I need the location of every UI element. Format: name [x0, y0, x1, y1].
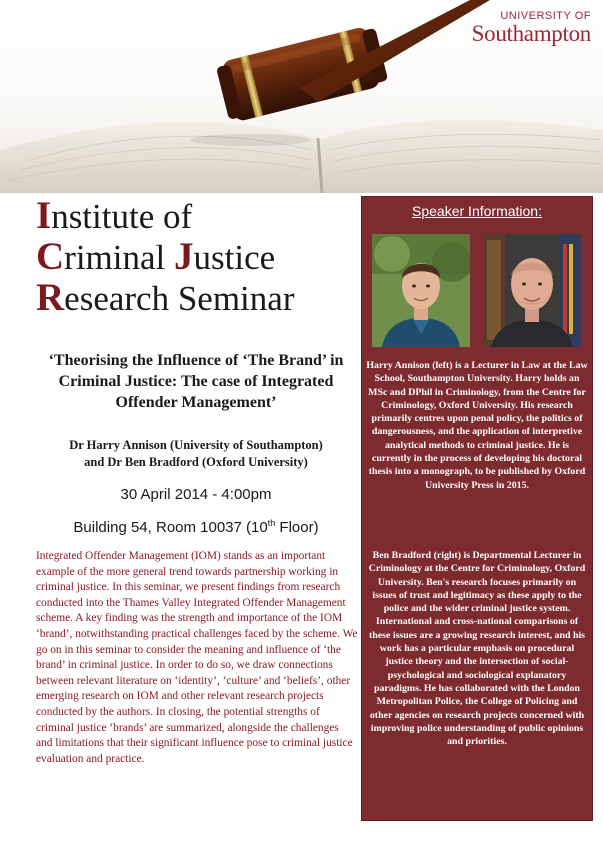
- logo-southampton: Southampton: [471, 21, 591, 46]
- abstract: Integrated Offender Management (IOM) stands as an important example of the more general trend towards partnership working in criminal justice. In this seminar, we present findings from research conducted into the Thames Valley Integrated Offender Management scheme. A key finding was the strength and importance of the IOM ‘brand’, notwithstanding practical challenges faced by the scheme. We go on in this seminar to consider the meaning and influence of ‘the brand’ in criminal justice. In order to do so, we draw connections between relevant literature on ‘identity’, ‘culture’ and ‘beliefs’, other emerging research on IOM and other relevant research projects conducted by the authors. In closing, the potential strengths of criminal justice ‘brands’ are summarized, alongside the challenges and limitations that their significant influence pose to criminal justice evaluation and practice.: [36, 550, 358, 765]
- venue-main: Building 54, Room 10037 (10: [73, 519, 268, 536]
- university-logo: [472, 10, 591, 46]
- title-line2-mid: riminal: [64, 238, 175, 277]
- speakers-line: [36, 437, 356, 471]
- bio-harry-name: Harry Annison: [366, 360, 430, 371]
- title-cap-c: C: [36, 235, 65, 278]
- speaker-photo-harry: [372, 234, 470, 347]
- venue-end: Floor): [275, 519, 319, 536]
- event-date: 30 April 2014 - 4:00pm: [120, 486, 272, 503]
- seminar-title: ‘Theorising the Influence of ‘The Brand’ in Criminal Justice: The case of Integrated Offender Management’: [48, 352, 344, 411]
- title-cap-j: J: [174, 235, 194, 278]
- speaker-bio-ben: [366, 549, 588, 748]
- header-banner: [0, 0, 603, 193]
- venue-sup: th: [267, 518, 276, 528]
- title-cap-r: R: [36, 276, 65, 319]
- logo-university-of: UNIVERSITY OF: [500, 10, 591, 22]
- title-line3-rest: esearch Seminar: [64, 279, 295, 318]
- bio-ben-name: Ben Bradford: [372, 550, 432, 561]
- speaker-info-panel: [361, 196, 593, 821]
- event-title: [36, 196, 356, 319]
- title-line2-rest: ustice: [193, 238, 276, 277]
- speakers-line-1: Dr Harry Annison (University of Southampton): [69, 438, 323, 452]
- speaker-bio-harry: [366, 359, 588, 492]
- speakers-line-2: and Dr Ben Bradford (Oxford University): [84, 455, 308, 469]
- title-cap-i: I: [36, 194, 52, 237]
- bio-ben-text: (right) is Departmental Lecturer in Criminology at the Centre for Criminology, Oxford University. Ben's research focuses primarily on issues of trust and legitimacy as these apply to the police and the wider criminal justice system. International and cross-national comparisons of these issues are a growing research interest, and his work has a particular emphasis on procedural justice theory and the intersection of social-psychological and sociological explanatory paradigms. He has collaborated with the London Metropolitan Police, the College of Policing and other agencies on research projects concerned with improving police understanding of public opinions and priorities.: [368, 550, 586, 748]
- bio-harry-text: (left) is a Lecturer in Law at the Law School, Southampton University. Harry holds an MSc and DPhil in Criminology, from the Centre for Criminology, Oxford University. His research primarily centres upon penal policy, the politics of dangerousness, and the application of interpretive analytical methods to criminal justice. He is currently in the process of developing his doctoral thesis into a monograph, to be published by Oxford University Press in 2015.: [368, 360, 588, 491]
- title-line1-rest: nstitute of: [51, 197, 193, 236]
- event-venue: [36, 518, 356, 536]
- speaker-info-heading: Speaker Information:: [412, 203, 542, 219]
- speaker-photo-ben: [483, 234, 581, 347]
